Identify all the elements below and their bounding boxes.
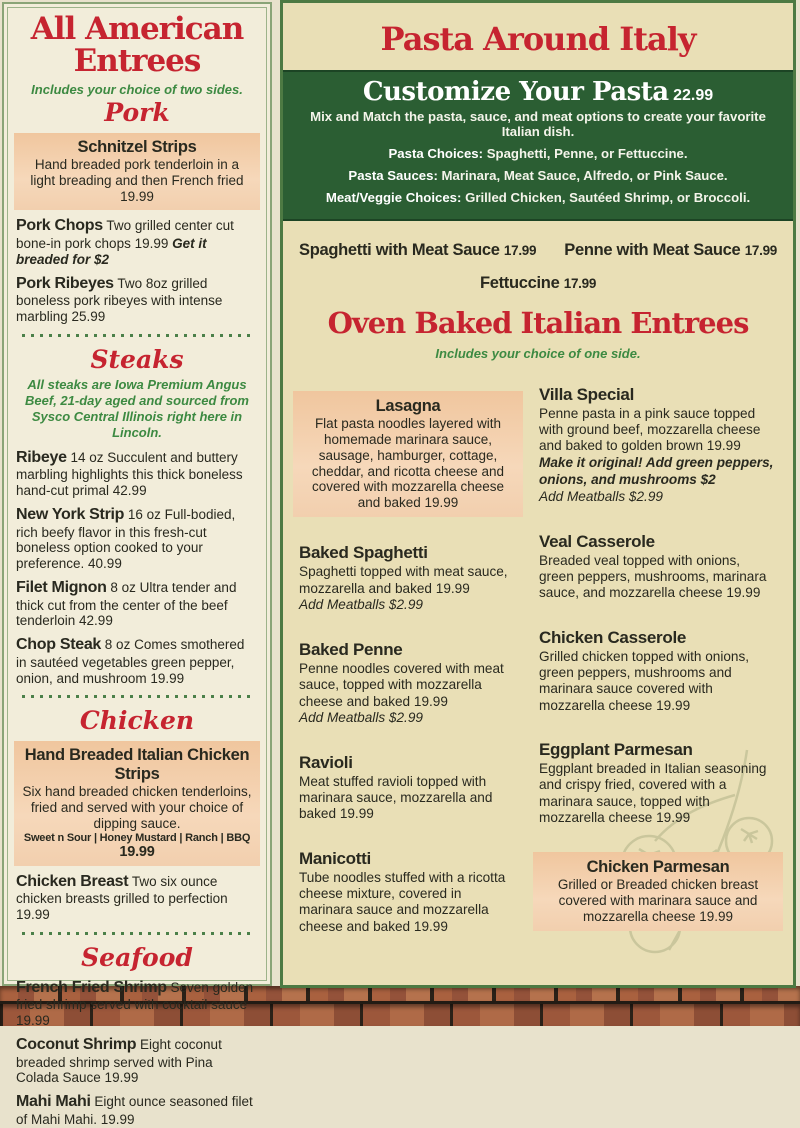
oven-baked-title: Oven Baked Italian Entrees [327,306,749,341]
left-panel-subtitle: Includes your choice of two sides. [31,82,243,98]
menu-item-pork-chops [16,217,258,267]
left-panel-title: All American Entrees [30,11,244,79]
sauce-list: Sweet n Sour | Honey Mustard | Ranch | BBQ [23,831,251,844]
item-desc: Meat stuffed ravioli topped with marinara sauce, mozzarella and baked 19.99 [299,773,493,822]
item-desc: Two 8oz grilled boneless pork ribeyes with intense marbling 25.99 [16,275,223,325]
item-desc: Tube noodles stuffed with a ricotta cheese mixture, covered in marinara sauce and mozzarella cheese and baked 19.99 [299,869,506,934]
item-name: Lasagna [375,396,441,415]
option-value: Spaghetti, Penne, or Fettuccine. [486,146,688,162]
item-note: Add Meatballs $2.99 [539,488,663,504]
section-heading-pork: Pork [104,98,170,128]
item-price: 17.99 [503,243,537,259]
all-american-panel [2,2,272,1127]
item-name: Ravioli [299,752,353,772]
item-desc: Penne noodles covered with meat sauce, topped with mozzarella cheese and baked 19.99 [299,660,504,709]
menu-item-filet-mignon [16,579,258,629]
item-desc: Spaghetti topped with meat sauce, mozzarella and baked 19.99 [299,564,508,596]
item-name: Fettuccine [479,274,560,293]
banner-price: 22.99 [673,86,714,104]
item-note-bold: Make it original! Add green peppers, onions, and mushrooms $2 [539,454,774,487]
banner-option-sauce [291,168,785,183]
menu-item-mahi-mahi [16,1093,258,1128]
item-desc: Grilled or Breaded chicken breast covered with marinara sauce and mozzarella cheese 19.99 [557,877,759,924]
item-desc: Penne pasta in a pink sauce topped with ground beef, mozzarella cheese and baked to golden brown 19.99 [539,405,761,454]
item-name: Chop Steak [16,636,102,654]
menu-item-chop-steak [16,636,258,686]
item-name: Eggplant Parmesan [539,739,693,759]
item-desc: 14 oz Succulent and buttery marbling highlights this thick boneless hand-cut primal 42.99 [16,449,243,499]
customize-pasta-banner [283,70,793,222]
item-desc: Two grilled center cut bone-in pork chops 19.99 [16,218,234,252]
item-desc: Flat pasta noodles layered with homemade marinara sauce, sausage, hamburger, cottage, cheddar, and ricotta cheese and covered with mozzarella cheese and baked 19.99 [311,415,505,511]
oven-item-ravioli [299,753,517,823]
oven-left-column [299,385,517,961]
item-name: Filet Mignon [16,578,107,596]
item-name: Pork Ribeyes [16,274,114,292]
pasta-price-row [283,241,793,260]
item-desc: 16 oz Full-bodied, rich beefy flavor in this fresh-cut boneless option cooked to your preference. 40.99 [16,506,236,572]
item-name: Chicken Parmesan [586,858,730,877]
right-panel-title: Pasta Around Italy [380,20,696,58]
oven-item-lasagna [293,391,523,518]
banner-option-meat [291,190,785,205]
item-name: Manicotti [299,848,371,868]
menu-item-pork-ribeyes [16,275,258,325]
pasta-around-italy-panel [280,0,796,988]
pasta-item-spaghetti [299,241,536,260]
item-name: Coconut Shrimp [16,1035,137,1053]
item-name: Veal Casserole [539,531,655,551]
dotted-divider [22,932,252,935]
item-name: Villa Special [539,384,635,404]
oven-item-manicotti [299,849,517,935]
item-desc: Eight coconut breaded shrimp served with Pina Colada Sauce 19.99 [16,1036,222,1086]
option-label: Pasta Choices: [388,146,484,162]
item-name: Penne with Meat Sauce [564,241,741,260]
item-desc: Six hand breaded chicken tenderloins, fried and served with your choice of dipping sauce. [22,783,252,831]
item-desc: 8 oz Ultra tender and thick cut from the center of the beef tenderloin 42.99 [16,579,237,629]
pasta-item-penne [564,241,777,260]
item-price: 17.99 [744,243,777,259]
item-note: Add Meatballs $2.99 [299,596,423,612]
item-name: Schnitzel Strips [77,137,197,156]
section-heading-chicken: Chicken [79,706,195,736]
sauce-options [22,832,252,860]
oven-item-villa-special [539,385,777,506]
menu-item-coconut-shrimp [16,1036,258,1086]
item-name: Baked Spaghetti [299,543,428,563]
oven-baked-subtitle: Includes your choice of one side. [435,345,641,361]
oven-item-chicken-parmesan [533,852,783,931]
item-desc: Eggplant breaded in Italian seasoning and crispy fried, covered with a marinara sauce, topped with mozzarella cheese 19.99 [539,760,767,825]
oven-item-chicken-casserole [539,628,777,714]
oven-item-eggplant-parmesan [539,740,777,826]
highlight-item-schnitzel-strips [14,133,260,211]
banner-option-pasta [291,146,785,161]
option-label: Meat/Veggie Choices: [325,190,462,206]
item-price: 17.99 [563,276,597,292]
menu-item-french-fried-shrimp [16,979,258,1029]
item-note: Get it breaded for $2 [16,236,207,267]
option-label: Pasta Sauces: [348,168,438,184]
menu-item-chicken-breast [16,873,258,923]
item-name: Chicken Breast [16,872,129,890]
oven-item-baked-spaghetti [299,543,517,614]
item-name: Ribeye [16,448,67,466]
banner-title-row [291,78,785,107]
menu-item-new-york-strip [16,506,258,572]
item-name: New York Strip [16,505,125,523]
banner-title: Customize Your Pasta [362,76,669,107]
item-name: Baked Penne [299,639,403,659]
item-note: Add Meatballs $2.99 [299,709,423,725]
item-desc: Grilled chicken topped with onions, green peppers, mushrooms and marinara sauce covered with mozzarella cheese 19.99 [539,648,750,713]
oven-item-veal-casserole [539,532,777,602]
item-name: Pork Chops [16,217,103,235]
item-name: Hand Breaded Italian Chicken Strips [24,745,250,783]
highlight-item-chicken-strips [14,741,260,866]
menu-item-ribeye [16,449,258,499]
dotted-divider [22,334,252,337]
dotted-divider [22,695,252,698]
item-name: Mahi Mahi [16,1093,91,1111]
item-desc: Breaded veal topped with onions, green peppers, mushrooms, marinara sauce, and mozzarella cheese 19.99 [539,552,767,601]
item-desc: Eight ounce seasoned filet of Mahi Mahi. 19.99 [16,1094,253,1127]
steaks-note: All steaks are Iowa Premium Angus Beef, 21-day aged and sourced from Sysco Central Illinois right here in Lincoln. [25,376,249,441]
oven-item-baked-penne [299,640,517,727]
banner-subtitle: Mix and Match the pasta, sauce, and meat options to create your favorite Italian dish. [310,109,766,140]
item-name: French Fried Shrimp [16,978,167,996]
item-desc: Seven golden fried shrimp served with cocktail sauce 19.99 [16,979,254,1028]
item-desc: Two six ounce chicken breasts grilled to perfection 19.99 [16,873,228,923]
item-desc: Hand breaded pork tenderloin in a light breading and then French fried 19.99 [30,156,244,204]
option-value: Grilled Chicken, Sautéed Shrimp, or Broccoli. [465,190,751,206]
oven-items-grid [283,385,793,961]
item-name: Spaghetti with Meat Sauce [299,241,500,260]
item-desc: 8 oz Comes smothered in sautéed vegetables green pepper, onion, and mushroom 19.99 [16,637,245,686]
section-heading-steaks: Steaks [90,345,184,375]
item-price: 19.99 [119,843,155,860]
pasta-item-fettuccine [283,274,793,293]
item-name: Chicken Casserole [539,627,687,647]
option-value: Marinara, Meat Sauce, Alfredo, or Pink Sauce. [441,168,728,184]
oven-right-column [539,385,777,961]
section-heading-seafood: Seafood [81,943,193,972]
